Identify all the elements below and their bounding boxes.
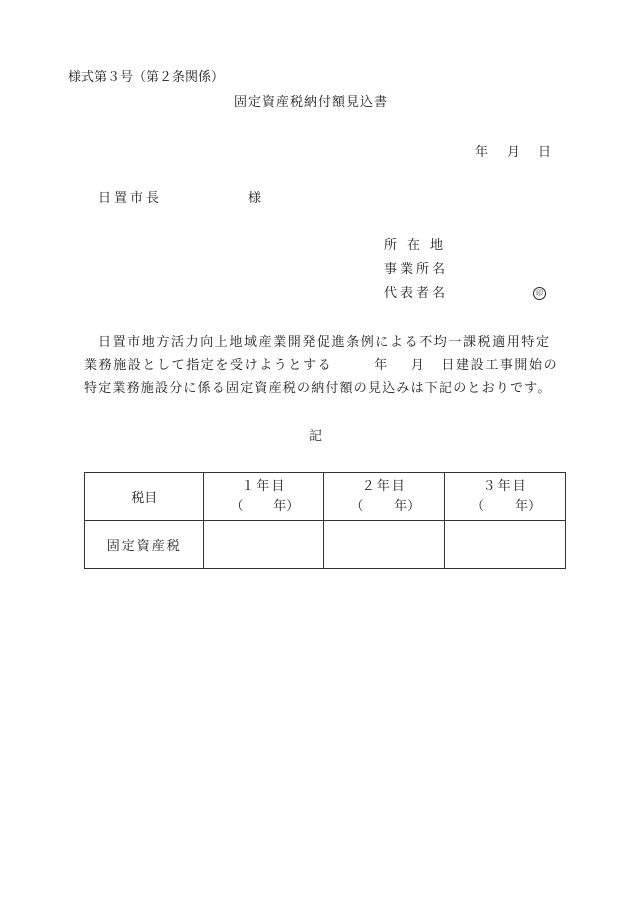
seal-mark: 印 <box>533 287 546 300</box>
document-title: 固定資産税納付額見込書 <box>234 95 389 110</box>
body-line-2-year: 年 <box>374 358 389 373</box>
addressee-name: 日置市長 <box>98 191 163 206</box>
header-year-1 <box>204 473 324 521</box>
value-cell-year-3[interactable] <box>445 521 566 569</box>
year-1-label: １年目 <box>241 478 287 494</box>
body-line-2-month: 月 <box>410 358 426 373</box>
body-line-2d: 日建設工事開始の <box>441 358 559 373</box>
note-heading: 記 <box>309 429 323 444</box>
table-row <box>85 521 566 569</box>
year-2-paren: （ 年） <box>350 498 421 514</box>
year-1-paren: （ 年） <box>230 498 300 514</box>
header-year-2 <box>324 473 445 521</box>
body-line-3: 特定業務施設分に係る固定資産税の納付額の見込みは下記のとおりです。 <box>84 381 552 396</box>
date-month: 月 <box>507 145 521 160</box>
year-3-label: ３年目 <box>482 478 528 494</box>
year-2-label: ２年目 <box>361 478 407 494</box>
table-header-row <box>85 473 566 521</box>
address-label: 所在地 <box>384 238 454 253</box>
row-item-label: 固定資産税 <box>85 521 204 569</box>
body-paragraph <box>70 331 590 400</box>
date-day: 日 <box>538 145 552 160</box>
office-name-label: 事業所名 <box>384 262 449 277</box>
tax-estimate-table <box>84 472 566 569</box>
body-line-2 <box>70 354 590 377</box>
body-line-1: 日置市地方活力向上地域産業開発促進条例による不均一課税適用特定 <box>98 335 551 350</box>
header-tax-item: 税目 <box>85 473 204 521</box>
value-cell-year-2[interactable] <box>324 521 445 569</box>
form-number: 様式第３号（第２条関係） <box>68 70 225 85</box>
body-line-2a: 業務施設として指定を受けようとする <box>84 358 333 373</box>
value-cell-year-1[interactable] <box>204 521 324 569</box>
representative-label: 代表者名 <box>384 286 449 301</box>
year-3-paren: （ 年） <box>471 498 541 514</box>
header-year-3 <box>445 473 566 521</box>
date-year: 年 <box>475 145 489 160</box>
addressee-honorific: 様 <box>248 191 262 206</box>
